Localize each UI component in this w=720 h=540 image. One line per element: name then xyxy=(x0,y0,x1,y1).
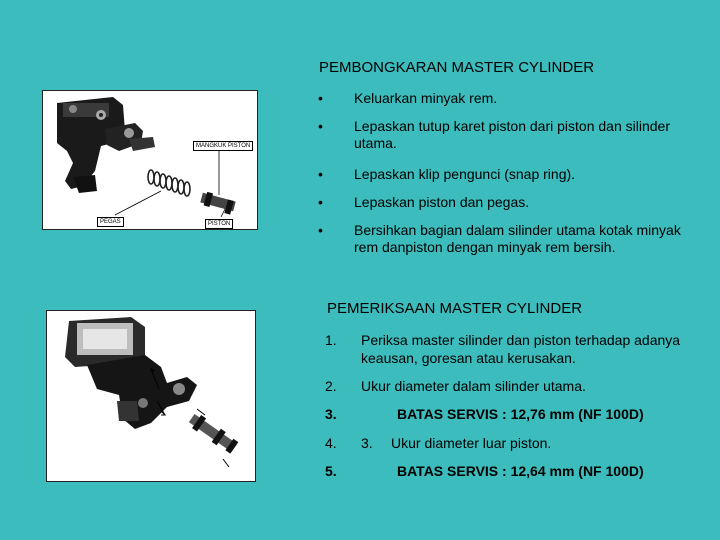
inspection-illustration xyxy=(47,311,255,481)
item-number: 2. xyxy=(325,378,337,394)
cup-callout: MANGKUK PISTON xyxy=(193,141,253,151)
bullet-marker: • xyxy=(318,194,323,210)
bullet-marker: • xyxy=(318,118,323,134)
item-sub-number: 3. xyxy=(361,435,373,451)
item-number: 4. xyxy=(325,435,337,451)
section1-heading: PEMBONGKARAN MASTER CYLINDER xyxy=(319,59,595,76)
item-number: 5. xyxy=(325,463,337,479)
item-text: Ukur diameter dalam silinder utama. xyxy=(361,378,586,394)
item-number: 3. xyxy=(325,406,337,422)
bullet-text: Bersihkan bagian dalam silinder utama kotak minyak rem danpiston dengan minyak rem bersih. xyxy=(354,222,681,255)
item-number: 1. xyxy=(325,332,337,348)
section2-heading: PEMERIKSAAN MASTER CYLINDER xyxy=(327,300,583,317)
item-text: Ukur diameter luar piston. xyxy=(391,435,552,451)
bullet-marker: • xyxy=(318,222,323,238)
spring-callout: PEGAS xyxy=(97,217,124,227)
disassembly-figure xyxy=(42,90,258,230)
master-cylinder-illustration xyxy=(43,91,257,229)
bullet-text: Keluarkan minyak rem. xyxy=(354,90,498,106)
service-limit-text: BATAS SERVIS : 12,64 mm (NF 100D) xyxy=(397,463,644,479)
bullet-text: Lepaskan klip pengunci (snap ring). xyxy=(354,166,576,182)
service-limit-text: BATAS SERVIS : 12,76 mm (NF 100D) xyxy=(397,406,644,422)
bullet-marker: • xyxy=(318,90,323,106)
inspection-figure xyxy=(46,310,256,482)
item-text: Periksa master silinder dan piston terhadap adanya keausan, goresan atau kerusakan. xyxy=(361,332,681,366)
bullet-marker: • xyxy=(318,166,323,182)
piston-callout: PISTON xyxy=(205,219,233,229)
bullet-text: Lepaskan piston dan pegas. xyxy=(354,194,530,210)
bullet-text: Lepaskan tutup karet piston dari piston dan silinder utama. xyxy=(354,118,670,151)
